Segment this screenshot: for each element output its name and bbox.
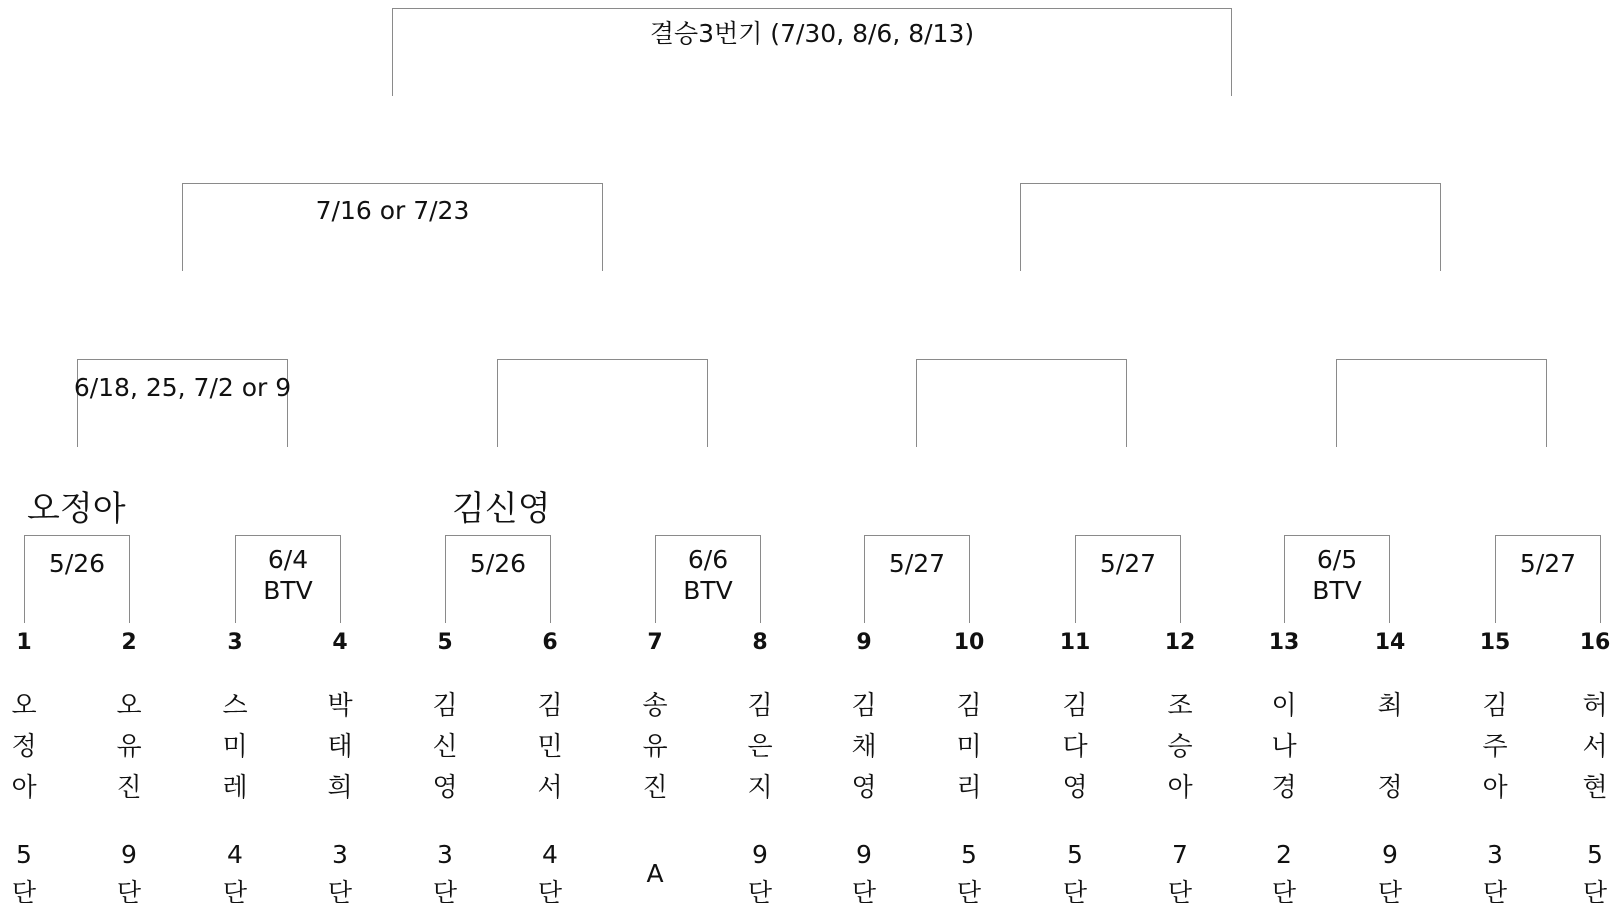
round16-label: 5/27	[1519, 549, 1577, 578]
player-seed: 15	[1479, 630, 1511, 655]
player-name: 김 신 영	[432, 691, 458, 803]
semifinal-bracket	[1020, 183, 1441, 271]
player-rank: 5 단	[956, 840, 982, 907]
player-rank: 3 단	[327, 840, 353, 907]
player-name: 허 서 현	[1582, 691, 1608, 803]
player-rank: 4 단	[222, 840, 248, 907]
round16-label: 5/27	[888, 549, 946, 578]
player-name: 김 미 리	[956, 691, 982, 803]
player-seed: 1	[16, 630, 32, 655]
quarterfinal-bracket	[1336, 359, 1547, 447]
player-rank: 9 단	[116, 840, 142, 907]
round16-winner: 오정아	[27, 489, 126, 529]
player-name: 김 은 지	[747, 691, 773, 803]
player-name: 박 태 희	[327, 691, 353, 803]
player-seed: 9	[856, 630, 872, 655]
player-name: 조 승 아	[1167, 691, 1193, 803]
player-rank: 2 단	[1271, 840, 1297, 907]
player-name: 오 유 진	[116, 691, 142, 803]
player-seed: 13	[1268, 630, 1300, 655]
player-rank: 3 단	[1482, 840, 1508, 907]
player-rank: 9 단	[851, 840, 877, 907]
player-seed: 5	[437, 630, 453, 655]
player-name: 오 정 아	[11, 691, 37, 803]
round16-label: 6/4 BTV	[263, 545, 313, 605]
player-seed: 16	[1579, 630, 1611, 655]
quarterfinal-label: 6/18, 25, 7/2 or 9	[73, 373, 292, 402]
round16-label: 6/6 BTV	[683, 545, 733, 605]
round16-label: 5/27	[1099, 549, 1157, 578]
player-name: 송 유 진	[642, 691, 668, 803]
player-seed: 3	[227, 630, 243, 655]
player-name: 스 미 레	[222, 691, 248, 803]
player-seed: 8	[752, 630, 768, 655]
player-seed: 2	[121, 630, 137, 655]
player-rank: 4 단	[537, 840, 563, 907]
player-name: 최 정	[1377, 691, 1403, 803]
round16-label: 5/26	[469, 549, 527, 578]
player-rank: 7 단	[1167, 840, 1193, 907]
quarterfinal-bracket	[497, 359, 708, 447]
player-name: 김 다 영	[1062, 691, 1088, 803]
player-seed: 4	[332, 630, 348, 655]
semifinal-label: 7/16 or 7/23	[315, 196, 470, 225]
player-seed: 14	[1374, 630, 1406, 655]
round16-label: 6/5 BTV	[1312, 545, 1362, 605]
round16-winner: 김신영	[452, 489, 551, 529]
player-rank: 9 단	[747, 840, 773, 907]
player-name: 김 채 영	[851, 691, 877, 803]
player-name: 이 나 경	[1271, 691, 1297, 803]
player-rank: 9 단	[1377, 840, 1403, 907]
player-rank: 3 단	[432, 840, 458, 907]
player-name: 김 민 서	[537, 691, 563, 803]
player-rank: 5 단	[1062, 840, 1088, 907]
quarterfinal-bracket	[916, 359, 1127, 447]
player-rank: 5 단	[11, 840, 37, 907]
player-seed: 6	[542, 630, 558, 655]
player-seed: 12	[1164, 630, 1196, 655]
final-label: 결승3번기 (7/30, 8/6, 8/13)	[649, 19, 975, 48]
player-seed: 11	[1059, 630, 1091, 655]
round16-label: 5/26	[48, 549, 106, 578]
player-rank: A	[646, 859, 664, 888]
player-seed: 7	[647, 630, 663, 655]
player-rank: 5 단	[1582, 840, 1608, 907]
player-seed: 10	[953, 630, 985, 655]
player-name: 김 주 아	[1482, 691, 1508, 803]
